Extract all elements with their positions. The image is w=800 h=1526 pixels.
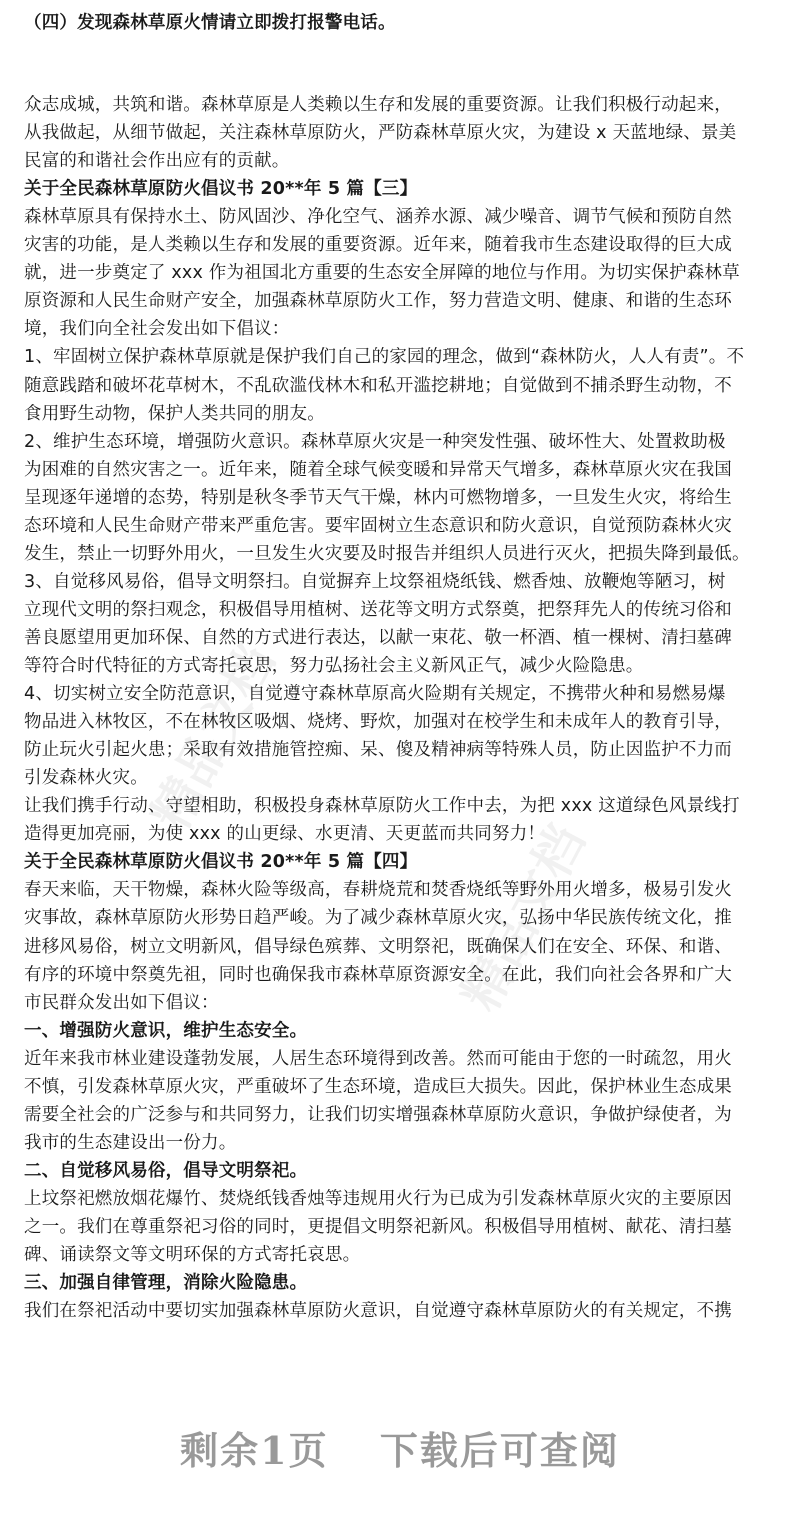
paragraph-line: 我们在祭祀活动中要切实加强森林草原防火意识，自觉遵守森林草原防火的有关规定，不携 xyxy=(24,1301,732,1322)
paragraph-line: 从我做起，从细节做起，关注森林草原防火，严防森林草原火灾，为建设 x 天蓝地绿、景美 xyxy=(24,123,737,144)
paragraph-line: 市民群众发出如下倡议： xyxy=(24,992,219,1013)
paragraph-line: 森林草原具有保持水土、防风固沙、净化空气、涵养水源、减少噪音、调节气候和预防自然 xyxy=(24,207,732,228)
paragraph-line: 我市的生态建设出一份力。 xyxy=(24,1132,237,1153)
remaining-pages-text: 剩余1页 xyxy=(180,1428,329,1473)
section-heading: 二、自觉移风易俗，倡导文明祭祀。 xyxy=(24,1160,308,1181)
paragraph-line: 春天来临，天干物燥，森林火险等级高，春耕烧荒和焚香烧纸等野外用火增多，极易引发火 xyxy=(24,880,732,901)
paragraph-line: 灾害的功能，是人类赖以生存和发展的重要资源。近年来，随着我市生态建设取得的巨大成 xyxy=(24,235,732,256)
section-heading: 一、增强防火意识，维护生态安全。 xyxy=(24,1020,308,1041)
section-heading: 关于全民森林草原防火倡议书 20**年 5 篇【三】 xyxy=(24,179,418,200)
paragraph-line: 态环境和人民生命财产带来严重危害。要牢固树立生态意识和防火意识，自觉预防森林火灾 xyxy=(24,515,732,536)
paragraph-line: 让我们携手行动、守望相助，积极投身森林草原防火工作中去，为把 xxx 这道绿色风景线打 xyxy=(24,796,740,817)
download-to-view-text: 下载后可查阅 xyxy=(379,1428,620,1473)
paragraph-line: 2、维护生态环境，增强防火意识。森林草原火灾是一种突发性强、破坏性大、处置救助极 xyxy=(24,431,726,452)
paragraph-line: 就，进一步奠定了 xxx 作为祖国北方重要的生态安全屏障的地位与作用。为切实保护森林草 xyxy=(24,263,740,284)
watermark-left: 精品文档 xyxy=(140,635,287,840)
paragraph-line: 引发森林火灾。 xyxy=(24,768,148,789)
paragraph-line: 4、切实树立安全防范意识，自觉遵守森林草原高火险期有关规定，不携带火种和易燃易爆 xyxy=(24,684,726,705)
section-heading: （四）发现森林草原火情请立即拨打报警电话。 xyxy=(24,13,396,33)
paragraph-line: 发生，禁止一切野外用火，一旦发生火灾要及时报告并组织人员进行灭火，把损失降到最低。 xyxy=(24,543,750,564)
paragraph-line: 防止玩火引起火患；采取有效措施管控痴、呆、傻及精神病等特殊人员，防止因监护不力而 xyxy=(24,740,732,761)
paragraph-line: 之一。我们在尊重祭祀习俗的同时，更提倡文明祭祀新风。积极倡导用植树、献花、清扫墓 xyxy=(24,1217,732,1237)
paragraph-line: 有序的环境中祭奠先祖，同时也确保我市森林草原资源安全。在此，我们向社会各界和广大 xyxy=(24,964,732,985)
download-prompt[interactable] xyxy=(0,1420,800,1475)
paragraph-line: 众志成城，共筑和谐。森林草原是人类赖以生存和发展的重要资源。让我们积极行动起来， xyxy=(24,95,732,115)
paragraph-line: 民富的和谐社会作出应有的贡献。 xyxy=(24,151,290,172)
paragraph-line: 食用野生动物，保护人类共同的朋友。 xyxy=(24,403,325,424)
paragraph-line: 上坟祭祀燃放烟花爆竹、焚烧纸钱香烛等违规用火行为已成为引发森林草原火灾的主要原因 xyxy=(24,1188,732,1209)
paragraph-line: 灾事故，森林草原防火形势日趋严峻。为了减少森林草原火灾，弘扬中华民族传统文化，推 xyxy=(24,908,732,929)
paragraph-line: 碑、诵读祭文等文明环保的方式寄托哀思。 xyxy=(24,1245,361,1266)
paragraph-line: 立现代文明的祭扫观念，积极倡导用植树、送花等文明方式祭奠，把祭拜先人的传统习俗和 xyxy=(24,599,732,620)
paragraph-line: 呈现逐年递增的态势，特别是秋冬季节天气干燥，林内可燃物增多，一旦发生火灾，将给生 xyxy=(24,487,732,508)
paragraph-line: 3、自觉移风易俗，倡导文明祭扫。自觉摒弃上坟祭祖烧纸钱、燃香烛、放鞭炮等陋习，树 xyxy=(24,571,726,592)
paragraph-line: 境，我们向全社会发出如下倡议： xyxy=(24,319,290,340)
paragraph-line: 善良愿望用更加环保、自然的方式进行表达，以献一束花、敬一杯酒、植一棵树、清扫墓碑 xyxy=(24,627,732,648)
paragraph-line: 需要全社会的广泛参与和共同努力，让我们切实增强森林草原防火意识，争做护绿使者，为 xyxy=(24,1104,732,1125)
watermark-right: 精品文档 xyxy=(450,815,597,1020)
paragraph-line: 随意践踏和破坏花草树木，不乱砍滥伐林木和私开滥挖耕地；自觉做到不捕杀野生动物，不 xyxy=(24,375,732,396)
paragraph-line: 不慎，引发森林草原火灾，严重破坏了生态环境，造成巨大损失。因此，保护林业生态成果 xyxy=(24,1076,732,1097)
paragraph-line: 物品进入林牧区，不在林牧区吸烟、烧烤、野炊，加强对在校学生和未成年人的教育引导， xyxy=(24,712,732,733)
section-heading: 关于全民森林草原防火倡议书 20**年 5 篇【四】 xyxy=(24,852,418,873)
section-heading: 三、加强自律管理，消除火险隐患。 xyxy=(24,1273,308,1294)
paragraph-line: 等符合时代特征的方式寄托哀思，努力弘扬社会主义新风正气，减少火险隐患。 xyxy=(24,656,644,676)
paragraph-line: 为困难的自然灾害之一。近年来，随着全球气候变暖和异常天气增多，森林草原火灾在我国 xyxy=(24,459,732,480)
paragraph-line: 进移风易俗，树立文明新风，倡导绿色殡葬、文明祭祀，既确保人们在安全、环保、和谐、 xyxy=(24,936,732,957)
paragraph-line: 近年来我市林业建设蓬勃发展，人居生态环境得到改善。然而可能由于您的一时疏忽，用火 xyxy=(24,1048,732,1069)
paragraph-line: 原资源和人民生命财产安全，加强森林草原防火工作，努力营造文明、健康、和谐的生态环 xyxy=(24,291,732,312)
paragraph-line: 1、牢固树立保护森林草原就是保护我们自己的家园的理念，做到“森林防火，人人有责”。不 xyxy=(24,347,745,368)
paragraph-line: 造得更加亮丽，为使 xxx 的山更绿、水更清、天更蓝而共同努力！ xyxy=(24,824,546,845)
